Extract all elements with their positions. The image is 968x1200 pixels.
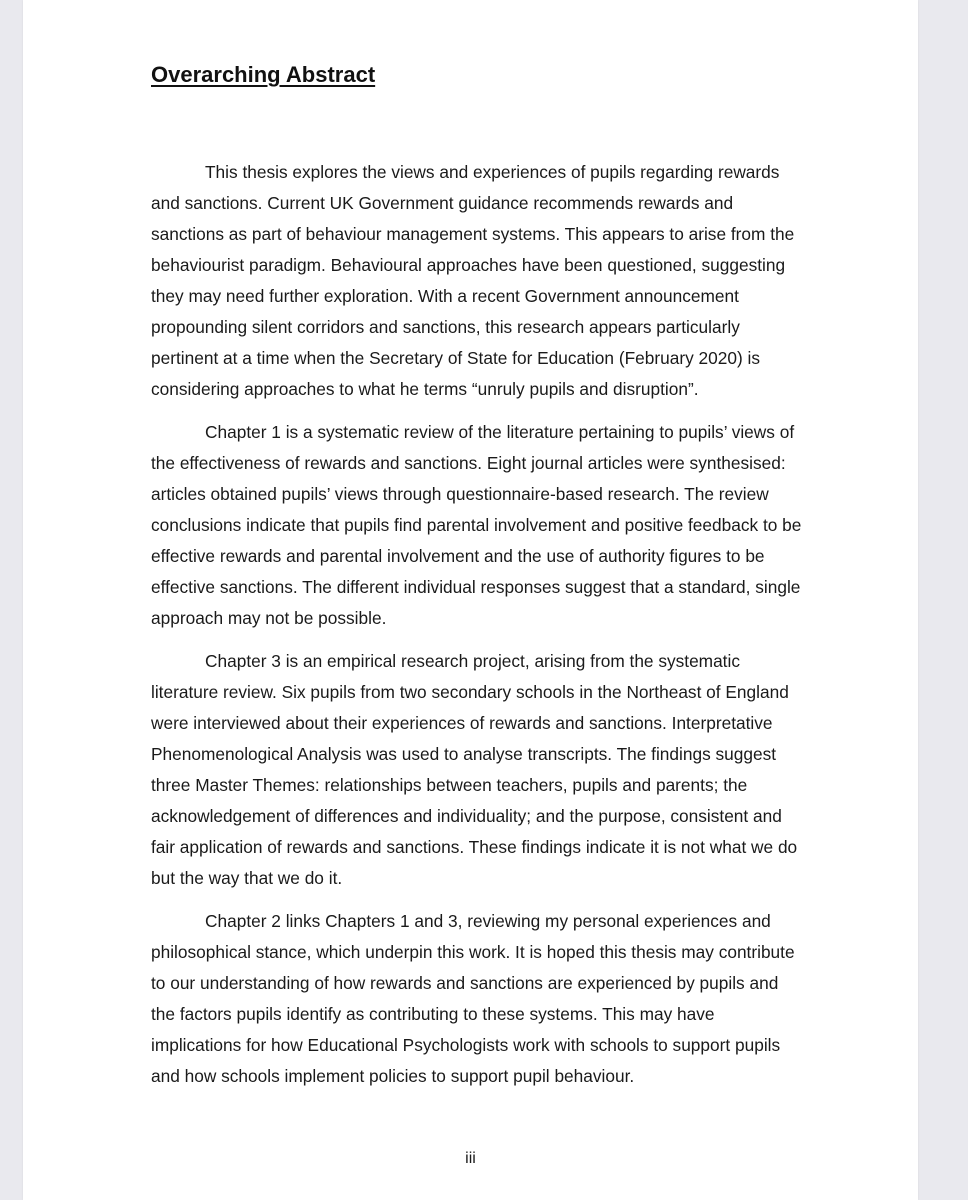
text-line: sanctions as part of behaviour management systems. This appears to arise from the (151, 224, 795, 244)
text-line: approach may not be possible. (151, 608, 387, 628)
abstract-body (151, 157, 841, 1092)
text-line: effective sanctions. The different individual responses suggest that a standard, single (151, 577, 801, 597)
text-line: implications for how Educational Psychologists work with schools to support pupils (151, 1035, 781, 1055)
text-line: Chapter 1 is a systematic review of the literature pertaining to pupils’ views of (205, 422, 795, 442)
abstract-paragraph-3 (151, 646, 841, 894)
document-page (23, 0, 918, 1200)
text-line: effective rewards and parental involvement and the use of authority figures to be (151, 546, 765, 566)
text-line: pertinent at a time when the Secretary of State for Education (February 2020) is (151, 348, 761, 368)
text-line: literature review. Six pupils from two secondary schools in the Northeast of England (151, 682, 789, 702)
text-line: they may need further exploration. With a recent Government announcement (151, 286, 739, 306)
text-line: to our understanding of how rewards and sanctions are experienced by pupils and (151, 973, 779, 993)
text-line: and how schools implement policies to support pupil behaviour. (151, 1066, 635, 1086)
text-line: philosophical stance, which underpin this work. It is hoped this thesis may contribute (151, 942, 795, 962)
text-line: acknowledgement of differences and individuality; and the purpose, consistent and (151, 806, 782, 826)
text-line: the factors pupils identify as contributing to these systems. This may have (151, 1004, 715, 1024)
text-line: Phenomenological Analysis was used to analyse transcripts. The findings suggest (151, 744, 777, 764)
text-line: considering approaches to what he terms “unruly pupils and disruption”. (151, 379, 699, 399)
text-line: but the way that we do it. (151, 868, 343, 888)
text-line: articles obtained pupils’ views through questionnaire-based research. The review (151, 484, 769, 504)
abstract-paragraph-1 (151, 157, 841, 405)
text-line: fair application of rewards and sanctions. These findings indicate it is not what we do (151, 837, 798, 857)
text-line: conclusions indicate that pupils find parental involvement and positive feedback to be (151, 515, 802, 535)
text-line: propounding silent corridors and sanctions, this research appears particularly (151, 317, 740, 337)
abstract-paragraph-4 (151, 906, 841, 1092)
text-line: Chapter 3 is an empirical research project, arising from the systematic (205, 651, 740, 671)
text-line: the effectiveness of rewards and sanctions. Eight journal articles were synthesised: (151, 453, 786, 473)
abstract-paragraph-2 (151, 417, 841, 634)
text-line: and sanctions. Current UK Government guidance recommends rewards and (151, 193, 734, 213)
text-line: behaviourist paradigm. Behavioural approaches have been questioned, suggesting (151, 255, 786, 275)
page-number: iii (465, 1150, 476, 1167)
text-line: three Master Themes: relationships between teachers, pupils and parents; the (151, 775, 748, 795)
text-line: This thesis explores the views and experiences of pupils regarding rewards (205, 162, 780, 182)
text-line: were interviewed about their experiences of rewards and sanctions. Interpretative (151, 713, 773, 733)
text-line: Chapter 2 links Chapters 1 and 3, reviewing my personal experiences and (205, 911, 771, 931)
page-title: Overarching Abstract (151, 62, 376, 87)
